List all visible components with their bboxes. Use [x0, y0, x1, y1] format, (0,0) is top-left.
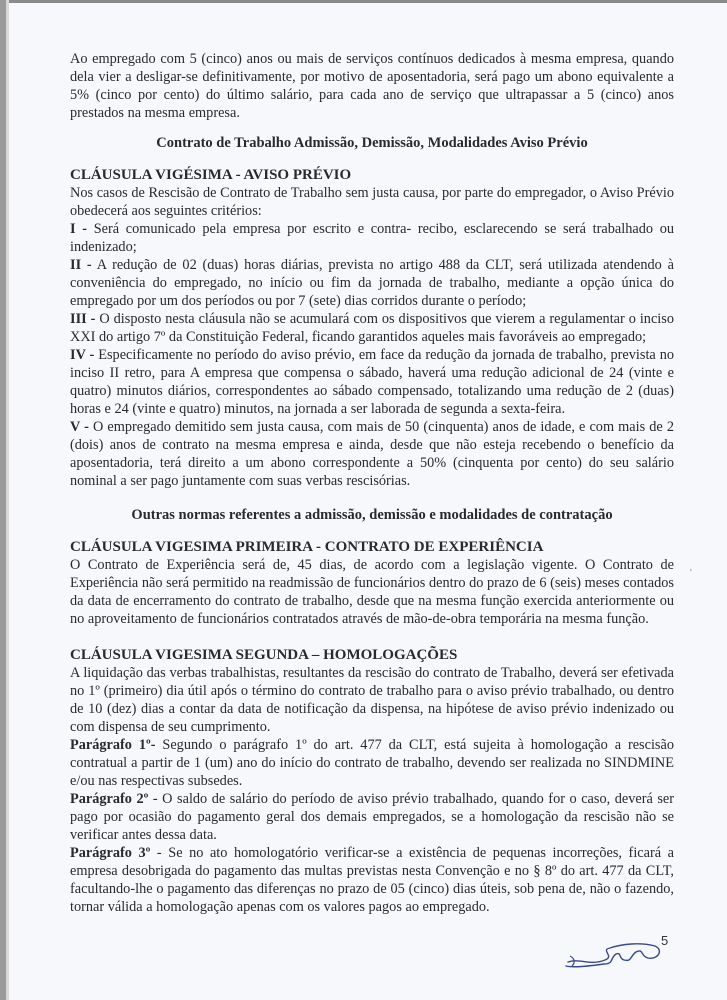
item-label: V -	[70, 419, 89, 435]
paragraph-text: Segundo o parágrafo 1º do art. 477 da CLT, está sujeita à homologação a rescisão contratual a partir de 1 (um) ano do início do contrato de trabalho, devendo ser realizada no SINDMINE e/ou nas respectivas subsedes.	[70, 737, 674, 789]
document-page	[70, 50, 674, 916]
clause-20-intro: Nos casos de Rescisão de Contrato de Trabalho sem justa causa, por parte do empregador, o Aviso Prévio obedecerá aos seguintes critérios:	[70, 185, 674, 219]
clause-22-title: CLÁUSULA VIGESIMA SEGUNDA – HOMOLOGAÇÕES	[70, 647, 458, 663]
item-label: III -	[70, 311, 96, 327]
paragraph-label: Parágrafo 2º	[70, 791, 149, 807]
clause-22-paragraph-3	[70, 844, 674, 916]
clause-20-item-i	[70, 220, 674, 256]
clause-21-title: CLÁUSULA VIGESIMA PRIMEIRA - CONTRATO DE EXPERIÊNCIA	[70, 539, 544, 555]
intro-paragraph: Ao empregado com 5 (cinco) anos ou mais de serviços contínuos dedicados à mesma empresa, quando dela vier a desligar-se definitivamente, por motivo de aposentadoria, será pago um abono equivalente a 5% (cinco por cento) do último salário, para cada ano de serviço que ultrapassar a 5 (cinco) anos prestados na mesma empresa.	[70, 51, 674, 121]
clause-22-paragraph-1	[70, 736, 674, 790]
page-number: 5	[661, 933, 669, 948]
scan-edge-left-shadow	[6, 0, 9, 1000]
item-label: I -	[70, 221, 88, 237]
clause-20-title: CLÁUSULA VIGÉSIMA - AVISO PRÉVIO	[70, 167, 352, 183]
paragraph-text: - Se no ato homologatório verificar-se a existência de pequenas incorreções, ficará a empresa desobrigada do pagamento das multas previstas nesta Convenção e no § 8º do art. 477 da CLT, facultando-lhe o pagamento das diferenças no prazo de 05 (cinco) dias úteis, sob pena de, não o fazendo, tornar válida a homologação apenas com os valores pagos ao empregado.	[70, 845, 674, 915]
clause-21-text: O Contrato de Experiência será de, 45 dias, de acordo com a legislação vigente. O Contrato de Experiência não será permitido na readmissão de funcionários dentro do prazo de 6 (seis) meses contados da data de encerramento do contrato de trabalho, desde que na mesma função exercida anteriormente ou no aproveitamento de funcionários contratados através de mão-de-obra temporária na mesma função.	[70, 557, 674, 627]
item-label: II -	[70, 257, 92, 273]
item-text: A redução de 02 (duas) horas diárias, prevista no artigo 488 da CLT, será utilizada atendendo à conveniência do empregado, no início ou fim da jornada de trabalho, mediante a opção única do empregado por um dos períodos ou por 7 (sete) dias corridos durante o período;	[70, 257, 674, 309]
scan-speck: '	[690, 568, 692, 579]
paragraph-label: Parágrafo 3º	[70, 845, 151, 861]
item-text: O empregado demitido sem justa causa, com mais de 50 (cinquenta) anos de idade, e com mais de 2 (dois) anos de contrato na mesma empresa e ainda, desde que não esteja recebendo o benefício da aposentadoria, terá direito a um abono correspondente a 50% (cinquenta por cento) do seu salário nominal a ser pago juntamente com suas verbas rescisórias.	[70, 419, 674, 489]
clause-20-item-iv	[70, 346, 674, 418]
section-heading-outras-normas: Outras normas referentes a admissão, demissão e modalidades de contratação	[131, 507, 613, 523]
section-heading-contrato: Contrato de Trabalho Admissão, Demissão, Modalidades Aviso Prévio	[156, 135, 588, 151]
paragraph-text: - O saldo de salário do período de aviso prévio trabalhado, quando for o caso, deverá ser pago por ocasião do pagamento geral dos demais empregados, se a homologação da rescisão não se verificar antes dessa data.	[70, 791, 675, 843]
clause-22-paragraph-2	[70, 790, 674, 844]
item-label: IV -	[70, 347, 95, 363]
clause-20-item-iii	[70, 310, 674, 346]
item-text: Será comunicado pela empresa por escrito e contra- recibo, esclarecendo se será trabalhado ou indenizado;	[70, 221, 674, 255]
clause-20-item-v	[70, 418, 674, 490]
paragraph-label: Parágrafo 1º-	[70, 737, 156, 753]
scan-edge-top	[0, 0, 727, 3]
clause-20-item-ii	[70, 256, 674, 310]
item-text: Especificamente no período do aviso prévio, em face da redução da jornada de trabalho, prevista no inciso II retro, para A empresa que compensa o sábado, haverá uma redução adicional de 24 (vinte e quatro) minutos diários, correspondentes ao sábado compensado, totalizando uma redução de 2 (duas) horas e 24 (vinte e quatro) minutos, na jornada a ser laborada de segunda a sexta-feira.	[70, 347, 675, 417]
item-text: O disposto nesta cláusula não se acumulará com os dispositivos que vierem a regulamentar o inciso XXI do artigo 7º da Constituição Federal, ficando garantidos aqueles mais favoráveis ao empregado;	[70, 311, 674, 345]
clause-22-text: A liquidação das verbas trabalhistas, resultantes da rescisão do contrato de Trabalho, deverá ser efetivada no 1º (primeiro) dia útil após o término do contrato de trabalho para o aviso prévio trabalhado, ou dentro de 10 (dez) dias a contar da data de notificação da dispensa, na hipótese de aviso prévio indenizado ou com dispensa de seu cumprimento.	[70, 665, 674, 735]
signature-icon	[560, 928, 670, 973]
